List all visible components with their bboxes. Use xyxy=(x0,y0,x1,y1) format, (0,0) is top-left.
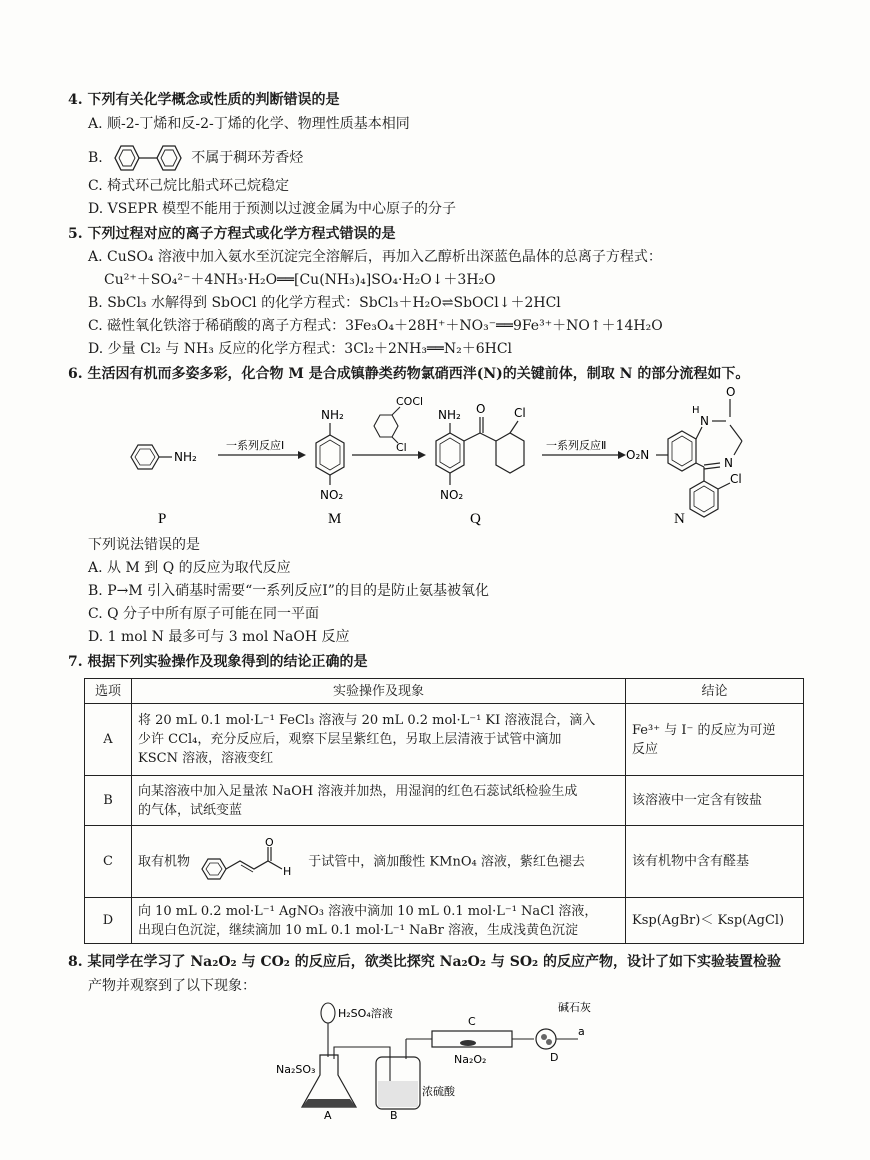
svg-text:Cl: Cl xyxy=(730,472,742,486)
svg-text:O: O xyxy=(265,836,274,849)
q6-option-c: C. Q 分子中所有原子可能在同一平面 xyxy=(88,606,320,622)
table-row: B 向某溶液中加入足量浓 NaOH 溶液并加热，用湿润的红色石蕊试纸检验生成 的气体，试纸变蓝 该溶液中一定含有铵盐 xyxy=(85,776,804,826)
arrow-label-step2: 一系列反应Ⅱ xyxy=(546,439,607,452)
svg-text:Na₂O₂: Na₂O₂ xyxy=(454,1053,487,1066)
svg-text:B: B xyxy=(390,1109,398,1120)
experiment-table xyxy=(84,678,804,944)
label-q: Q xyxy=(470,511,481,527)
q6-option-b: B. P→M 引入硝基时需要“一系列反应Ⅰ”的目的是防止氨基被氧化 xyxy=(88,583,489,599)
svg-text:NH₂: NH₂ xyxy=(174,450,197,464)
svg-text:D: D xyxy=(550,1051,559,1064)
q4-stem: 4. 下列有关化学概念或性质的判断错误的是 xyxy=(68,92,340,108)
q4-option-c: C. 椅式环己烷比船式环己烷稳定 xyxy=(88,178,290,194)
svg-text:O: O xyxy=(726,385,736,399)
table-row: C 取有机物 O H 于试管中，滴加酸性 KMnO₄ 溶液，紫红色褪去 该有机物中含有醛基 xyxy=(85,826,804,898)
svg-text:NO₂: NO₂ xyxy=(320,488,344,502)
label-m: M xyxy=(328,511,342,527)
q6-prompt: 下列说法错误的是 xyxy=(88,537,200,553)
label-n: N xyxy=(674,511,685,527)
q5-option-d: D. 少量 Cl₂ 与 NH₃ 反应的化学方程式：3Cl₂＋2NH₃══N₂＋6HCl xyxy=(88,341,513,357)
q5-option-a-equation: Cu²⁺＋SO₄²⁻＋4NH₃·H₂O══[Cu(NH₃)₄]SO₄·H₂O↓＋3H₂O xyxy=(104,272,496,288)
compound-n xyxy=(626,385,742,517)
synthesis-scheme xyxy=(90,385,850,535)
q6-option-d: D. 1 mol N 最多可与 3 mol NaOH 反应 xyxy=(88,629,350,645)
svg-text:A: A xyxy=(324,1109,332,1120)
biphenyl-structure xyxy=(107,144,191,172)
svg-text:C: C xyxy=(468,1015,476,1028)
header-conclusion: 结论 xyxy=(626,679,804,704)
arrow-label-step1: 一系列反应Ⅰ xyxy=(226,439,285,452)
svg-text:NH₂: NH₂ xyxy=(438,408,461,422)
svg-text:NO₂: NO₂ xyxy=(440,488,464,502)
q4-option-b: B. 不属于稠环芳香烃 xyxy=(88,144,303,172)
q8-stem: 8. 某同学在学习了 Na₂O₂ 与 CO₂ 的反应后，欲类比探究 Na₂O₂ 与 SO₂ 的反应产物，设计了如下实验装置检验 xyxy=(68,954,782,970)
svg-text:浓硫酸: 浓硫酸 xyxy=(422,1085,455,1098)
table-row: A 将 20 mL 0.1 mol·L⁻¹ FeCl₃ 溶液与 20 mL 0.2 mol·L⁻¹ KI 溶液混合，滴入 少许 CCl₄，充分反应后，观察下层呈紫红色，另取上层清液于试管中滴加 KSCN 溶液，溶液变红 Fe³⁺ 与 I⁻ 的反应为可逆 反应 xyxy=(85,704,804,776)
svg-text:H₂SO₄溶液: H₂SO₄溶液 xyxy=(338,1007,393,1020)
svg-text:Na₂SO₃: Na₂SO₃ xyxy=(276,1063,316,1076)
svg-text:Cl: Cl xyxy=(396,441,407,454)
q5-option-a: A. CuSO₄ 溶液中加入氨水至沉淀完全溶解后，再加入乙醇析出深蓝色晶体的总离子方程式： xyxy=(88,249,662,265)
q5-option-b: B. SbCl₃ 水解得到 SbOCl 的化学方程式：SbCl₃＋H₂O⇌SbOCl↓＋2HCl xyxy=(88,295,561,311)
reagent-acyl-chloride xyxy=(374,395,423,454)
q5-option-c: C. 磁性氧化铁溶于稀硝酸的离子方程式：3Fe₃O₄＋28H⁺＋NO₃⁻══9Fe³⁺＋NO↑＋14H₂O xyxy=(88,318,663,334)
svg-text:Cl: Cl xyxy=(514,406,526,420)
svg-text:O₂N: O₂N xyxy=(626,448,650,462)
q4-option-d: D. VSEPR 模型不能用于预测以过渡金属为中心原子的分子 xyxy=(88,201,456,217)
q4-option-a: A. 顺-2-丁烯和反-2-丁烯的化学、物理性质基本相同 xyxy=(88,116,410,132)
header-operation: 实验操作及现象 xyxy=(132,679,626,704)
svg-text:a: a xyxy=(578,1025,585,1038)
compound-q xyxy=(436,402,526,502)
q6-stem: 6. 生活因有机而多姿多彩，化合物 M 是合成镇静类药物氯硝西泮(N)的关键前体，制取 N 的部分流程如下。 xyxy=(68,366,750,382)
svg-text:O: O xyxy=(476,402,486,416)
q7-stem: 7. 根据下列实验操作及现象得到的结论正确的是 xyxy=(68,654,368,670)
svg-text:COCl: COCl xyxy=(396,395,424,408)
table-row: D 向 10 mL 0.2 mol·L⁻¹ AgNO₃ 溶液中滴加 10 mL 0.1 mol·L⁻¹ NaCl 溶液， 出现白色沉淀，继续滴加 10 mL 0.1 mol·L⁻¹ NaBr 溶液，生成浅黄色沉淀 Ksp(AgBr)＜ Ksp(AgCl) xyxy=(85,898,804,944)
label-p: P xyxy=(158,511,167,527)
header-option: 选项 xyxy=(85,679,132,704)
apparatus-diagram xyxy=(272,995,592,1120)
cinnamaldehyde-structure xyxy=(194,837,304,887)
svg-text:NH₂: NH₂ xyxy=(321,408,344,422)
compound-p xyxy=(131,445,197,469)
table-header-row xyxy=(85,679,804,704)
compound-m xyxy=(316,408,344,502)
svg-text:N: N xyxy=(724,456,733,470)
q5-stem: 5. 下列过程对应的离子方程式或化学方程式错误的是 xyxy=(68,226,396,242)
q6-option-a: A. 从 M 到 Q 的反应为取代反应 xyxy=(88,560,291,576)
svg-text:H: H xyxy=(283,864,292,878)
q8-stem-cont: 产物并观察到了以下现象： xyxy=(88,978,256,994)
svg-text:H: H xyxy=(692,405,700,416)
svg-text:N: N xyxy=(700,414,709,428)
svg-text:碱石灰: 碱石灰 xyxy=(558,1001,591,1014)
